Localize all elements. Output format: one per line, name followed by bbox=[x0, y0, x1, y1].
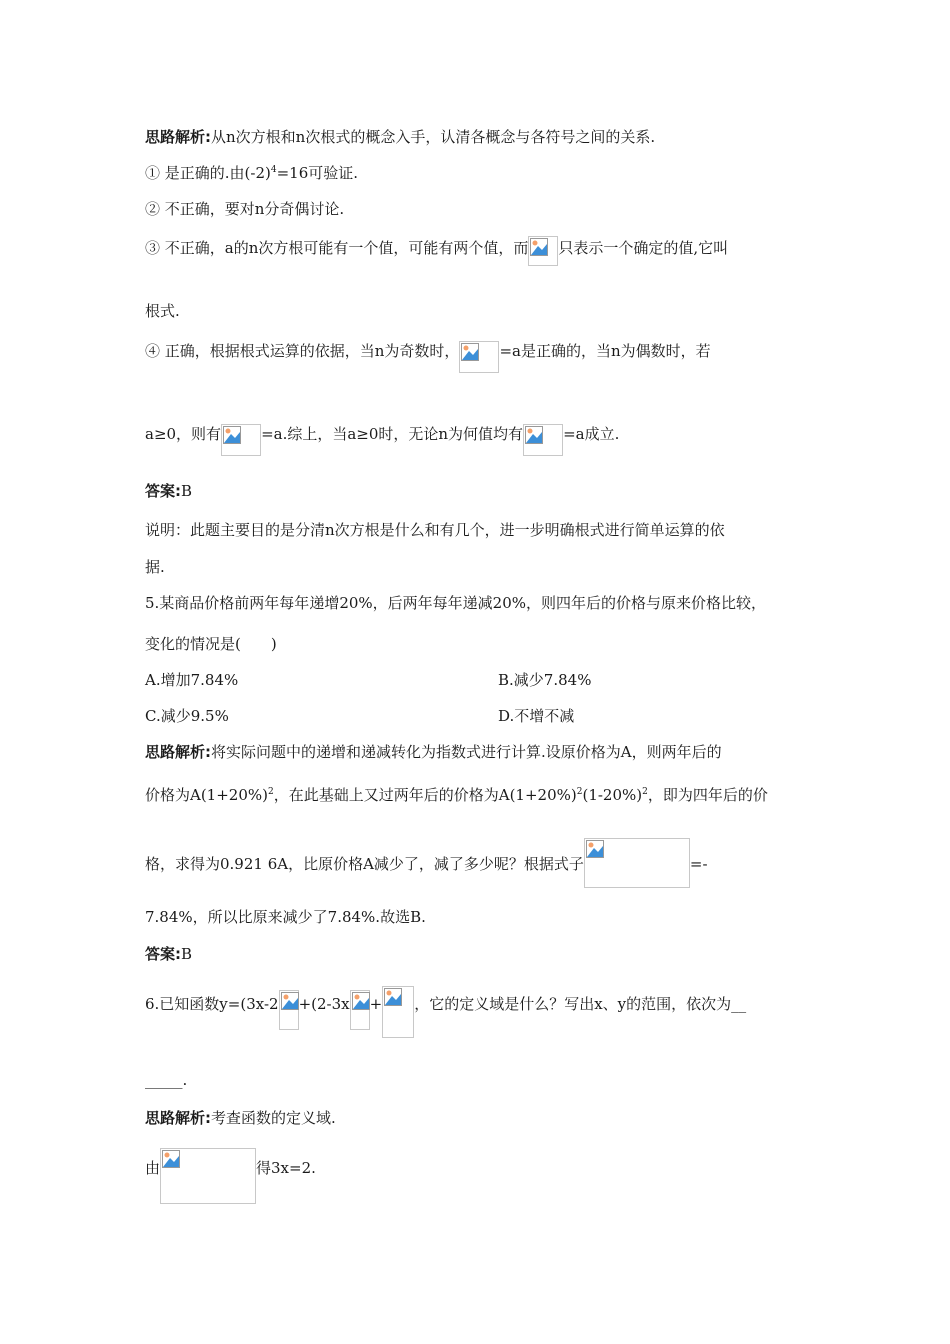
formula-image-icon bbox=[160, 1148, 256, 1204]
answer-5: 答案:B bbox=[145, 945, 193, 963]
option-d-line bbox=[498, 706, 574, 726]
formula-image-icon bbox=[584, 838, 690, 888]
question-6: 6.已知函数y=(3x-2 +(2-3x + ，它的定义域是什么？写出x、y的范围，依次为__ bbox=[145, 994, 746, 1046]
option-d: D.不增不减 bbox=[498, 707, 575, 725]
analysis-6: 思路解析:考查函数的定义域. bbox=[145, 1109, 336, 1127]
option-b-line bbox=[498, 670, 591, 690]
formula-image-icon bbox=[528, 236, 558, 266]
item-1: ① 是正确的.由$(-2)^4=16$可验证. bbox=[145, 164, 359, 182]
question-5-cont: 变化的情况是( ) bbox=[145, 635, 277, 653]
analysis-6-cont: 由 得3x=2. bbox=[145, 1158, 316, 1214]
note-1-cont: 据. bbox=[145, 558, 165, 576]
formula-image-icon bbox=[279, 990, 299, 1030]
item-4: ④ 正确，根据根式运算的依据，当n为奇数时， =a是正确的，当n为偶数时，若 bbox=[145, 341, 711, 373]
item-2: ② 不正确，要对n分奇偶讨论. bbox=[145, 200, 345, 218]
option-c: C.减少9.5% bbox=[145, 707, 229, 725]
analysis-5: 思路解析:将实际问题中的递增和递减转化为指数式进行计算.设原价格为A，则两年后的 bbox=[145, 743, 722, 761]
formula-image-icon bbox=[459, 341, 499, 373]
option-a: A.增加7.84% bbox=[145, 671, 239, 689]
item-3-cont: 根式. bbox=[145, 302, 180, 320]
formula-image-icon bbox=[221, 424, 261, 456]
question-5-options-ab bbox=[145, 670, 238, 690]
analysis-1: 思路解析:从n次方根和n次根式的概念入手，认清各概念与各符号之间的关系. bbox=[145, 128, 656, 146]
option-b: B.减少7.84% bbox=[498, 671, 592, 689]
analysis-5-cont: 价格为$A(1+20\%)^2$，在此基础上又过两年后的价格为$A(1+20\%)^2(1-20\%)^2$，即为四年后的价 bbox=[145, 786, 768, 804]
analysis-5-cont3: 7.84%，所以比原来减少了7.84%.故选B. bbox=[145, 908, 426, 926]
question-5: 5.某商品价格前两年每年递增20%，后两年每年递减20%，则四年后的价格与原来价格比较， bbox=[145, 594, 766, 612]
question-5-options-cd bbox=[145, 706, 229, 726]
question-6-blank: _____. bbox=[145, 1071, 188, 1089]
formula-image-icon bbox=[350, 990, 370, 1030]
note-1: 说明：此题主要目的是分清n次方根是什么和有几个，进一步明确根式进行简单运算的依 bbox=[145, 521, 725, 539]
analysis-label: 思路解析: bbox=[145, 128, 211, 146]
item-3: ③ 不正确，a的n次方根可能有一个值，可能有两个值，而 只表示一个确定的值,它叫 bbox=[145, 238, 728, 268]
analysis-5-cont2: 格，求得为0.921 6A，比原价格A减少了，减了多少呢？根据式子 =- bbox=[145, 854, 708, 904]
item-4-cont: a≥0，则有 =a.综上，当a≥0时，无论n为何值均有 =a成立. bbox=[145, 424, 619, 456]
formula-image-icon bbox=[523, 424, 563, 456]
answer-1: 答案:B bbox=[145, 482, 193, 500]
formula-image-icon bbox=[382, 986, 414, 1038]
